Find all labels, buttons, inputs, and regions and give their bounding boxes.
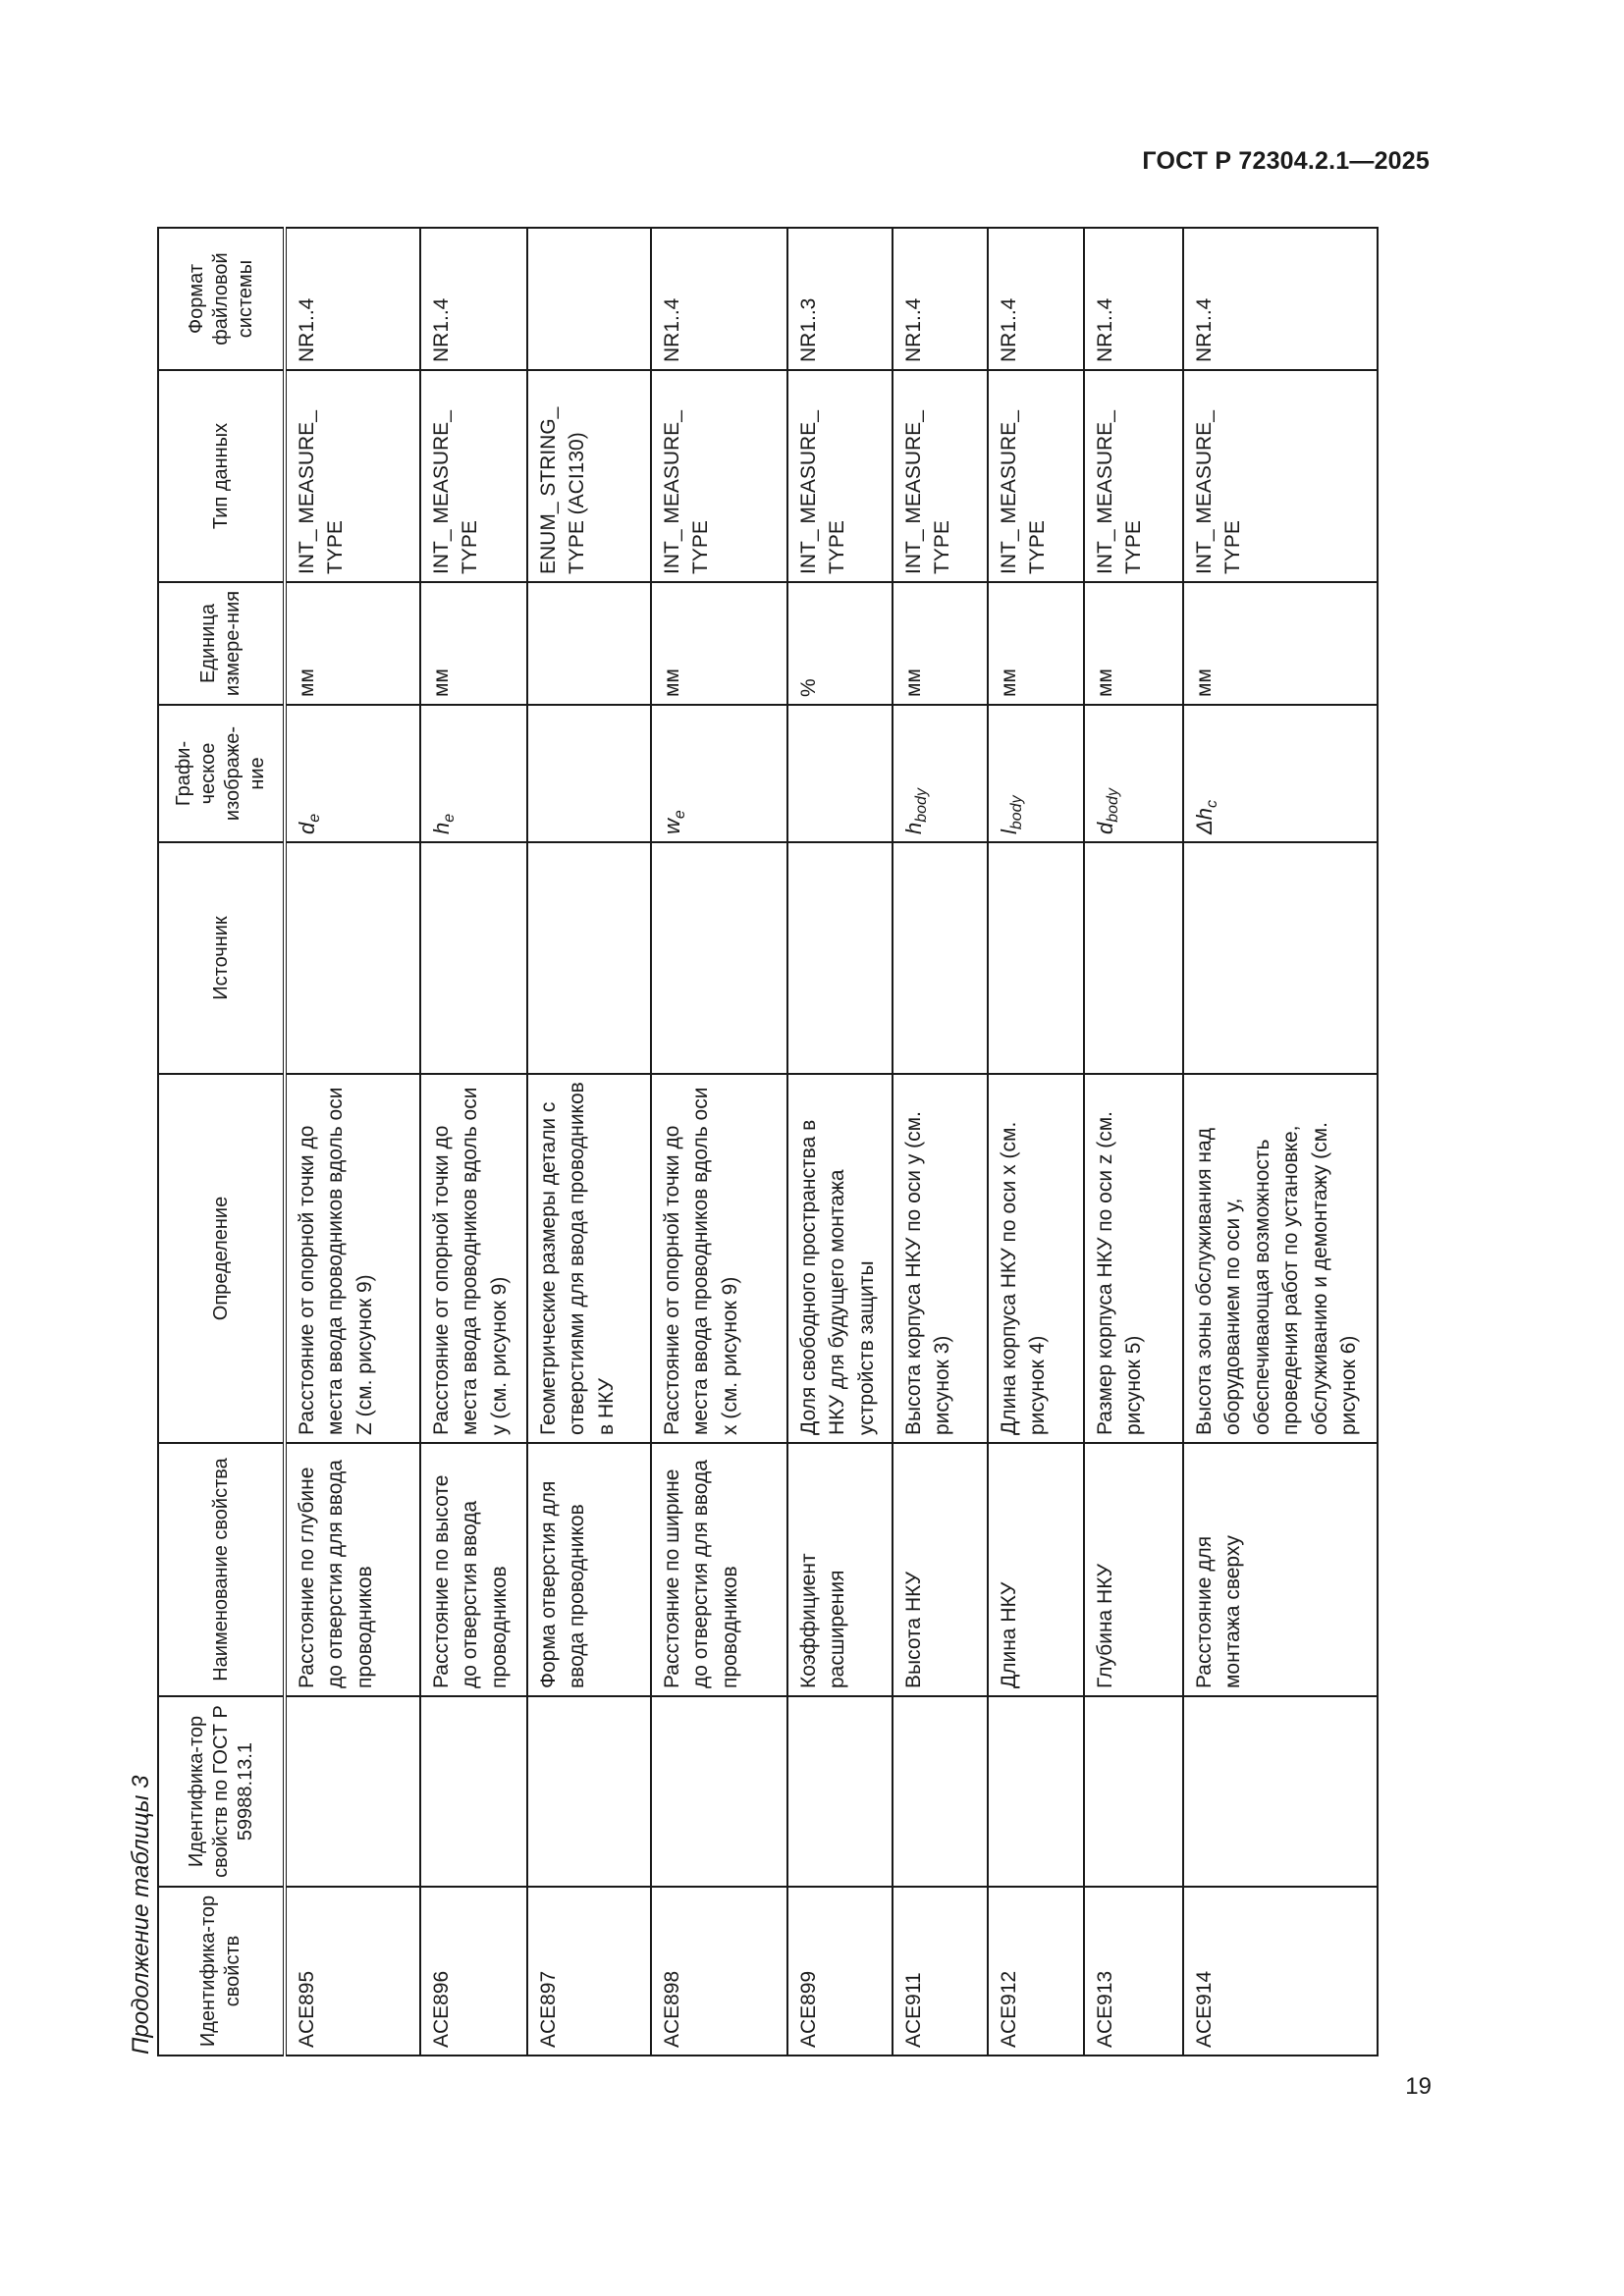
property-name-cell: Расстояние по глубине до отверстия для ввода проводников (285, 1443, 420, 1696)
symbol-subscript: e (441, 813, 459, 823)
symbol-subscript: c (1204, 800, 1221, 808)
data-type-cell: INT_ MEASURE_ TYPE (893, 370, 988, 582)
table-body (285, 228, 1378, 2056)
col-header-ref-id: Идентифика-тор свойств по ГОСТ Р 59988.13.1 (158, 1696, 285, 1887)
data-type-cell: INT_ MEASURE_ TYPE (988, 370, 1084, 582)
table-row (527, 228, 651, 2056)
source-cell (1183, 842, 1378, 1074)
col-header-source: Источник (158, 842, 285, 1074)
properties-table (157, 227, 1379, 2056)
unit-cell: мм (893, 582, 988, 705)
symbol-cell (527, 705, 651, 842)
symbol-subscript: e (306, 813, 324, 823)
source-cell (651, 842, 787, 1074)
ref-id-cell (651, 1696, 787, 1887)
property-id-cell: ACE914 (1183, 1887, 1378, 2056)
source-cell (1084, 842, 1183, 1074)
col-header-symbol: Графи-ческое изображе-ние (158, 705, 285, 842)
symbol-main: d (1093, 822, 1117, 834)
unit-cell: мм (651, 582, 787, 705)
definition-cell: Расстояние от опорной точки до места ввода проводников вдоль оси х (см. рисунок 9) (651, 1074, 787, 1443)
symbol-subscript: e (672, 810, 689, 820)
symbol-cell (285, 705, 420, 842)
definition-cell: Размер корпуса НКУ по оси z (см. рисунок 5) (1084, 1074, 1183, 1443)
format-cell: NR1..4 (893, 228, 988, 370)
page-number: 19 (1405, 2073, 1432, 2100)
format-cell: NR1..4 (1084, 228, 1183, 370)
data-type-cell: INT_ MEASURE_ TYPE (651, 370, 787, 582)
property-id-cell: ACE897 (527, 1887, 651, 2056)
definition-cell: Доля свободного пространства в НКУ для будущего монтажа устройств защиты (787, 1074, 893, 1443)
ref-id-cell (527, 1696, 651, 1887)
data-type-cell: INT_ MEASURE_ TYPE (1183, 370, 1378, 582)
property-id-cell: ACE913 (1084, 1887, 1183, 2056)
symbol-main: Δh (1192, 808, 1217, 834)
property-name-cell: Форма отверстия для ввода проводников (527, 1443, 651, 1696)
unit-cell: мм (285, 582, 420, 705)
data-type-cell: INT_ MEASURE_ TYPE (420, 370, 527, 582)
data-type-cell: INT_ MEASURE_ TYPE (285, 370, 420, 582)
definition-cell: Высота зоны обслуживания над оборудованием по оси у, обеспечивающая возможность проведения работ по установке, обслуживанию и демонтажу (см. рисунок 6) (1183, 1074, 1378, 1443)
property-id-cell: ACE896 (420, 1887, 527, 2056)
table-row (1084, 228, 1183, 2056)
property-id-cell: ACE912 (988, 1887, 1084, 2056)
symbol-subscript: body (1008, 795, 1026, 830)
format-cell: NR1..4 (285, 228, 420, 370)
property-id-cell: ACE911 (893, 1887, 988, 2056)
table-header-row (158, 228, 285, 2056)
unit-cell: % (787, 582, 893, 705)
property-id-cell: ACE899 (787, 1887, 893, 2056)
property-name-cell: Высота НКУ (893, 1443, 988, 1696)
definition-cell: Расстояние от опорной точки до места ввода проводников вдоль оси у (см. рисунок 9) (420, 1074, 527, 1443)
symbol-main: h (901, 822, 926, 834)
ref-id-cell (1183, 1696, 1378, 1887)
ref-id-cell (787, 1696, 893, 1887)
unit-cell: мм (1084, 582, 1183, 705)
definition-cell: Геометрические размеры детали с отверстиями для ввода проводников в НКУ (527, 1074, 651, 1443)
format-cell: NR1..4 (420, 228, 527, 370)
property-name-cell: Расстояние по ширине до отверстия для ввода проводников (651, 1443, 787, 1696)
unit-cell (527, 582, 651, 705)
table-row (787, 228, 893, 2056)
table-row (988, 228, 1084, 2056)
ref-id-cell (420, 1696, 527, 1887)
data-type-cell: ENUM_ STRING_ TYPE (ACI130) (527, 370, 651, 582)
unit-cell: мм (988, 582, 1084, 705)
property-name-cell: Длина НКУ (988, 1443, 1084, 1696)
format-cell (527, 228, 651, 370)
symbol-subscript: body (913, 788, 931, 823)
property-name-cell: Глубина НКУ (1084, 1443, 1183, 1696)
source-cell (420, 842, 527, 1074)
definition-cell: Расстояние от опорной точки до места ввода проводников вдоль оси Z (см. рисунок 9) (285, 1074, 420, 1443)
source-cell (527, 842, 651, 1074)
ref-id-cell (285, 1696, 420, 1887)
document-standard-number: ГОСТ Р 72304.2.1—2025 (1142, 147, 1430, 175)
col-header-data-type: Тип данных (158, 370, 285, 582)
symbol-subscript: body (1105, 788, 1122, 823)
unit-cell: мм (420, 582, 527, 705)
symbol-cell (988, 705, 1084, 842)
table-row (893, 228, 988, 2056)
source-cell (988, 842, 1084, 1074)
col-header-unit: Единица измере-ния (158, 582, 285, 705)
symbol-main: d (295, 822, 319, 834)
ref-id-cell (1084, 1696, 1183, 1887)
table-row (420, 228, 527, 2056)
symbol-main: l (997, 829, 1021, 834)
definition-cell: Длина корпуса НКУ по оси х (см. рисунок 4) (988, 1074, 1084, 1443)
col-header-format: Формат файловой системы (158, 228, 285, 370)
format-cell: NR1..4 (651, 228, 787, 370)
property-name-cell: Коэффициент расширения (787, 1443, 893, 1696)
symbol-cell (787, 705, 893, 842)
data-type-cell: INT_ MEASURE_ TYPE (787, 370, 893, 582)
property-name-cell: Расстояние для монтажа сверху (1183, 1443, 1378, 1696)
col-header-definition: Определение (158, 1074, 285, 1443)
rotated-table-region (128, 211, 1394, 2056)
table-row (651, 228, 787, 2056)
source-cell (893, 842, 988, 1074)
property-id-cell: ACE898 (651, 1887, 787, 2056)
format-cell: NR1..4 (1183, 228, 1378, 370)
symbol-cell (651, 705, 787, 842)
ref-id-cell (988, 1696, 1084, 1887)
unit-cell: мм (1183, 582, 1378, 705)
property-id-cell: ACE895 (285, 1887, 420, 2056)
symbol-cell (1183, 705, 1378, 842)
format-cell: NR1..4 (988, 228, 1084, 370)
symbol-cell (1084, 705, 1183, 842)
format-cell: NR1..3 (787, 228, 893, 370)
symbol-cell (893, 705, 988, 842)
table-row (1183, 228, 1378, 2056)
symbol-cell (420, 705, 527, 842)
symbol-main: h (429, 822, 454, 834)
source-cell (285, 842, 420, 1074)
ref-id-cell (893, 1696, 988, 1887)
definition-cell: Высота корпуса НКУ по оси у (см. рисунок 3) (893, 1074, 988, 1443)
col-header-id: Идентифика-тор свойств (158, 1887, 285, 2056)
table-row (285, 228, 420, 2056)
property-name-cell: Расстояние по высоте до отверстия ввода проводников (420, 1443, 527, 1696)
col-header-name: Наименование свойства (158, 1443, 285, 1696)
table-caption: Продолжение таблицы 3 (128, 1775, 154, 2055)
symbol-main: w (660, 819, 684, 834)
data-type-cell: INT_ MEASURE_ TYPE (1084, 370, 1183, 582)
source-cell (787, 842, 893, 1074)
